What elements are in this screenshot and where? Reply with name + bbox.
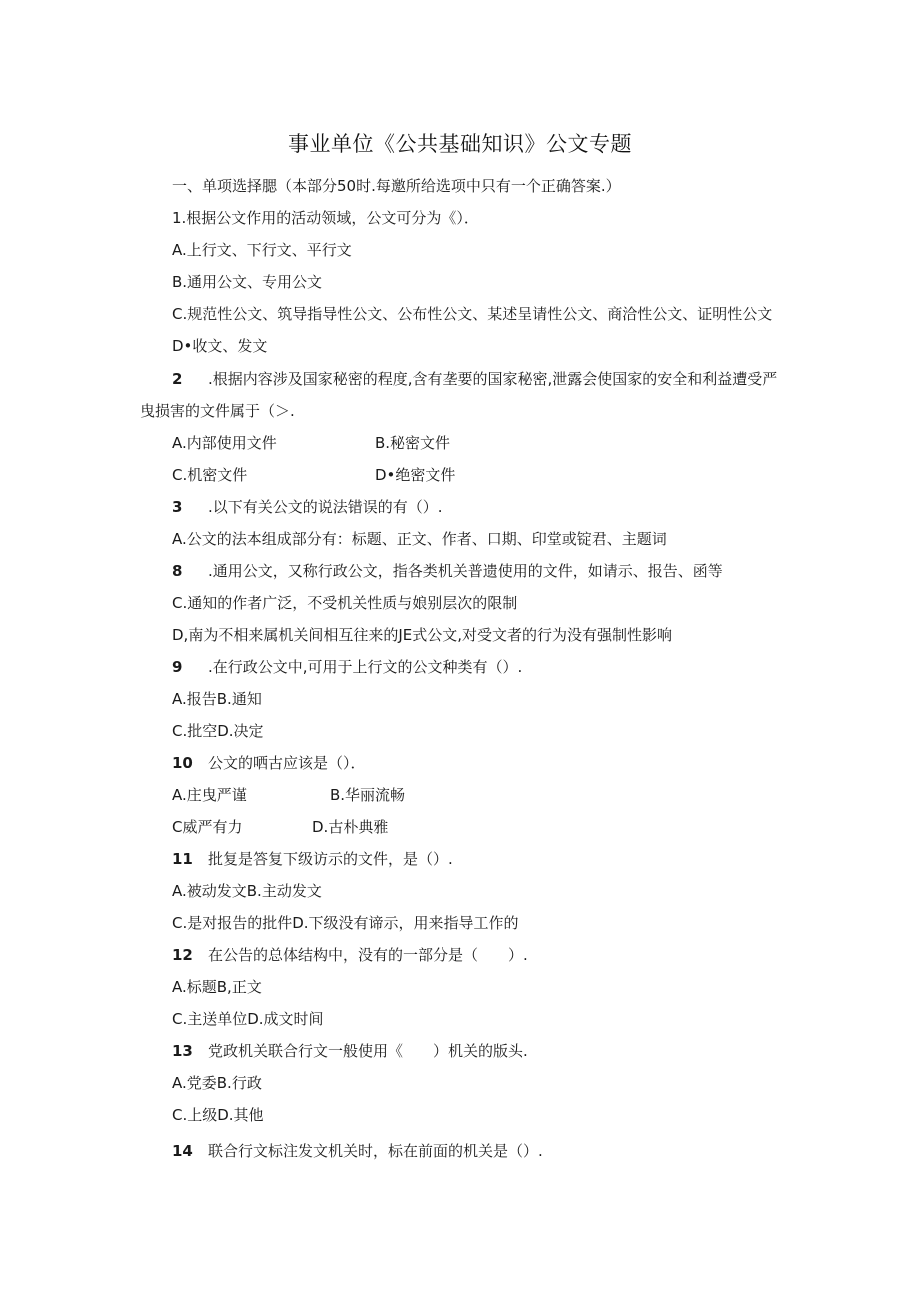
option-2a: A.内部使用文件 (172, 434, 277, 452)
question-text: .根据内容涉及国家秘密的程度,含有垄要的国家秘密,泄露会使国家的安全和利益遭受严 (208, 370, 778, 388)
question-9 (172, 657, 522, 677)
option-1c: C.规范性公文、筑导指导性公文、公布性公文、某述呈请性公文、商洽性公文、证明性公文 (172, 305, 773, 323)
option-2b: B.秘密文件 (375, 434, 451, 452)
option-2c: C.机密文件 (172, 466, 248, 484)
question-text: 在公告的总体结构中，没有的一部分是（ ）. (208, 946, 528, 964)
option-13cd: C.上级D.其他 (172, 1106, 264, 1124)
option-3a: A.公文的法本组成部分有：标题、正文、作者、口期、印堂或锭君、主题词 (172, 530, 667, 548)
question-text: 党政机关联合行文一般使用《 ）机关的版头. (208, 1042, 528, 1060)
question-11 (172, 849, 453, 869)
question-text: 批复是答复下级访示的文件，是（）. (208, 850, 453, 868)
question-10 (172, 753, 366, 773)
question-8 (172, 561, 723, 581)
question-14 (172, 1141, 543, 1161)
question-3 (172, 497, 443, 517)
option-10d: D.古朴典雅 (312, 818, 389, 836)
question-13 (172, 1041, 528, 1061)
question-number: 2 (172, 370, 183, 388)
option-1d: D•收文、发文 (172, 337, 268, 355)
question-number: 11 (172, 850, 193, 868)
question-number: 14 (172, 1142, 193, 1160)
question-number: 8 (172, 562, 183, 580)
question-text: 公文的哂古应该是（）． (208, 754, 366, 772)
option-9cd: C.批空D.决定 (172, 722, 264, 740)
question-2-cont: 曳损害的文件属于（＞. (140, 402, 295, 420)
page-title: 事业单位《公共基础知识》公文专题 (288, 132, 632, 156)
question-number: 13 (172, 1042, 193, 1060)
question-text: 联合行文标注发文机关时，标在前面的机关是（）. (208, 1142, 543, 1160)
option-8c: C.通知的作者广泛，不受机关性质与娘别层次的限制 (172, 594, 518, 612)
question-number: 9 (172, 658, 183, 676)
question-2 (172, 369, 777, 389)
option-12ab: A.标题B,正文 (172, 978, 262, 996)
option-13ab: A.党委B.行政 (172, 1074, 262, 1092)
question-text: .以下有关公文的说法错误的有（）. (208, 498, 443, 516)
question-12 (172, 945, 528, 965)
question-number: 10 (172, 754, 193, 772)
option-1a: A.上行文、下行文、平行文 (172, 241, 352, 259)
option-2d: D•绝密文件 (375, 466, 456, 484)
option-10a: A.庄曳严谨 (172, 786, 247, 804)
question-text: .通用公文，又称行政公文，指各类机关普遗使用的文件，如请示、报告、函等 (208, 562, 723, 580)
option-10b: B.华丽流畅 (330, 786, 406, 804)
option-1b: B.通用公文、专用公文 (172, 273, 323, 291)
option-10c: C威严有力 (172, 818, 243, 836)
question-number: 12 (172, 946, 193, 964)
option-11cd: C.是对报告的批件D.下级没有谛示，用来指导工作的 (172, 914, 519, 932)
section-heading: 一、单项选择腮（本部分50时.每邀所给选项中只有一个正确答案.） (172, 177, 621, 195)
option-9ab: A.报告B.通知 (172, 690, 262, 708)
option-8d: D,南为不相来属机关间相互往来的JE式公文,对受文者的行为没有强制性影响 (172, 626, 672, 644)
question-number: 3 (172, 498, 183, 516)
option-11ab: A.被动发文B.主动发文 (172, 882, 322, 900)
question-text: .在行政公文中,可用于上行文的公文种类有（）. (208, 658, 523, 676)
question-1: 1.根据公文作用的活动领域，公文可分为《）． (172, 209, 479, 227)
option-12cd: C.主送单位D.成文时间 (172, 1010, 324, 1028)
